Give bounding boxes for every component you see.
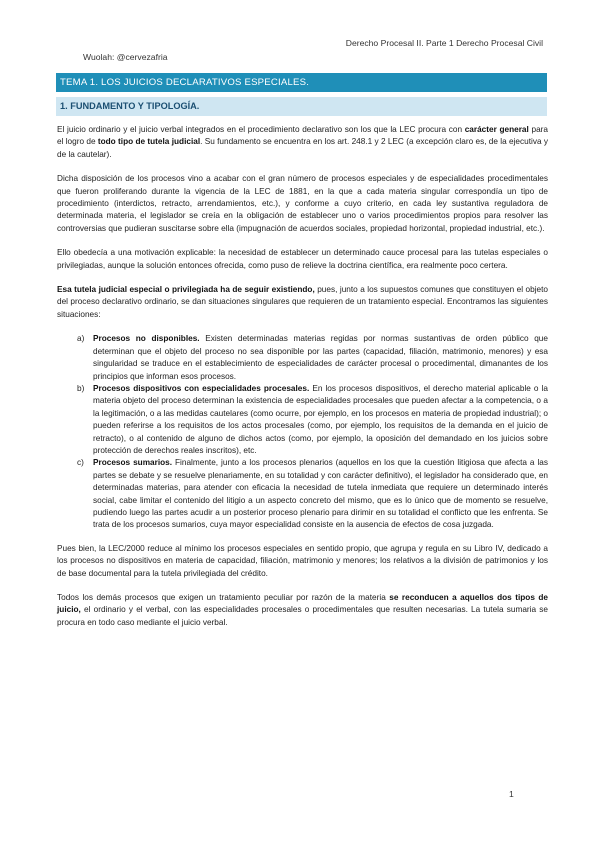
body-content (57, 124, 548, 641)
page-number: 1 (509, 789, 514, 799)
list-item-title: Procesos sumarios. (93, 458, 173, 468)
p4-text: pues, junto a los supuestos comunes que constituyen el objeto del proceso declarativo ordinario, se dan situaciones singulares que requieren de un tratamiento especial. Encontramos las siguientes situaciones: (57, 285, 548, 319)
p1-bold-tutela-judicial: todo tipo de tutela judicial (97, 137, 201, 147)
list-item-text: Finalmente, junto a los procesos plenarios (aquellos en los que la cuestión litigiosa que afecta a las partes se debate y se resuelve plenariamente, en su totalidad y con carácter definitivo), el legislador ha considerado que, en determinadas materias, para atender con eficacia la necesidad de tutela inmediata que requiere un determinado interés social, cabe limitar el contenido del litigio a un aspecto concreto del mismo, que es lo único que de momento se resuelve, pudiendo luego las partes acudir a un posterior proceso plenario para dirimir en su totalidad el conflicto que les enfrenta. Se trata de los procesos sumarios, cuya mayor especialidad consiste en la ausencia de efectos de cosa juzgada. (93, 458, 548, 530)
list-marker: c) (77, 458, 84, 468)
p1-text-d: . Su fundamento se encuentra en los art. 248.1 y 2 LEC (a excepción claro es, de la ejecutiva y de la cautelar). (57, 137, 548, 159)
p1-text-c: para el logro de (57, 125, 548, 147)
situations-list (57, 333, 548, 532)
chapter-title-bar: TEMA 1. LOS JUICIOS DECLARATIVOS ESPECIALES. (56, 73, 547, 92)
p1-bold-caracter-general: carácter general (464, 125, 529, 134)
list-item (57, 457, 548, 531)
list-marker: a) (77, 334, 85, 344)
paragraph-1 (57, 124, 548, 161)
list-item (57, 333, 548, 383)
list-item (57, 383, 548, 457)
paragraph-4 (57, 284, 548, 321)
p1-text-a: El juicio ordinario y el juicio verbal integrados en el procedimiento declarativo son los que la LEC procura con (57, 125, 465, 134)
paragraph-6 (57, 592, 548, 629)
running-header-author: Wuolah: @cervezafria (83, 52, 168, 62)
section-title-bar: 1. FUNDAMENTO Y TIPOLOGÍA. (56, 97, 547, 116)
paragraph-5: Pues bien, la LEC/2000 reduce al mínimo los procesos especiales en sentido propio, que agrupa y regula en su Libro IV, dedicado a los procesos no dispositivos en materia de capacidad, filiación, matrimonio y menores; los relativos a la división de patrimonios y los de base documental para la tutela privilegiada del crédito. (57, 543, 548, 578)
list-item-title: Procesos dispositivos con especialidades procesales. (93, 383, 310, 393)
running-header-course: Derecho Procesal II. Parte 1 Derecho Procesal Civil (345, 38, 543, 48)
p6-text-a: Todos los demás procesos que exigen un tratamiento peculiar por razón de la materia (57, 593, 390, 602)
p4-bold-lead: Esa tutela judicial especial o privilegiada ha de seguir existiendo, (57, 285, 315, 295)
p6-bold: se reconducen a aquellos dos tipos de juicio, (57, 593, 548, 615)
p6-text-c: el ordinario y el verbal, con las especialidades procesales o procedimentales que resulten necesarias. La tutela sumaria se procura en todo caso mediante el juicio verbal. (57, 605, 548, 627)
list-item-text: Existen determinadas materias regidas por normas sustantivas de orden público que determinan que el objeto del proceso no sea disponible por las partes (capacidad, filiación, matrimonio, menores) y esa singularidad se traduce en el establecimiento de especialidades de carácter procesal o procedimental, dimanantes de los principios que informan esos procesos. (93, 334, 548, 381)
list-marker: b) (77, 383, 85, 393)
list-item-text: En los procesos dispositivos, el derecho material aplicable o la materia objeto del proceso determinan la existencia de especialidades procesales que pueden afectar a la competencia, o a la legitimación, o a las medidas cautelares (como ocurre, por ejemplo, en los procesos en materia de propiedad industrial); o pueden referirse a los requisitos de los actos procesales (como, por ejemplo, los requisitos de la demanda en el juicio de retracto), o al contenido de alguno de dichos actos (como, por ejemplo, la oposición del demandado en los juicios sobre protección de derechos reales inscritos), etc. (93, 383, 548, 455)
paragraph-2: Dicha disposición de los procesos vino a acabar con el gran número de procesos especiales y de especialidades procedimentales que fueron proliferando durante la vigencia de la LEC de 1881, en la que a cada materia singular correspondía un tipo de procedimiento (interdictos, retracto, arrendamientos, etc.), y conforme a cuyo criterio, en cada ley sustantiva reguladora de determinada materia, el legislador se creía en la obligación de establecer uno o varios procedimientos propios para resolver las controversias que pudieran suscitarse sobre ella (impugnación de acuerdos sociales, propiedad horizontal, propiedad industrial, etc.). (57, 174, 548, 233)
list-item-title: Procesos no disponibles. (93, 334, 200, 344)
paragraph-3: Ello obedecía a una motivación explicable: la necesidad de establecer un determinado cauce procesal para las tutelas especiales o privilegiadas, aunque la solución entonces ofrecida, como puso de relieve la doctrina científica, era realmente poco certera. (57, 248, 548, 270)
